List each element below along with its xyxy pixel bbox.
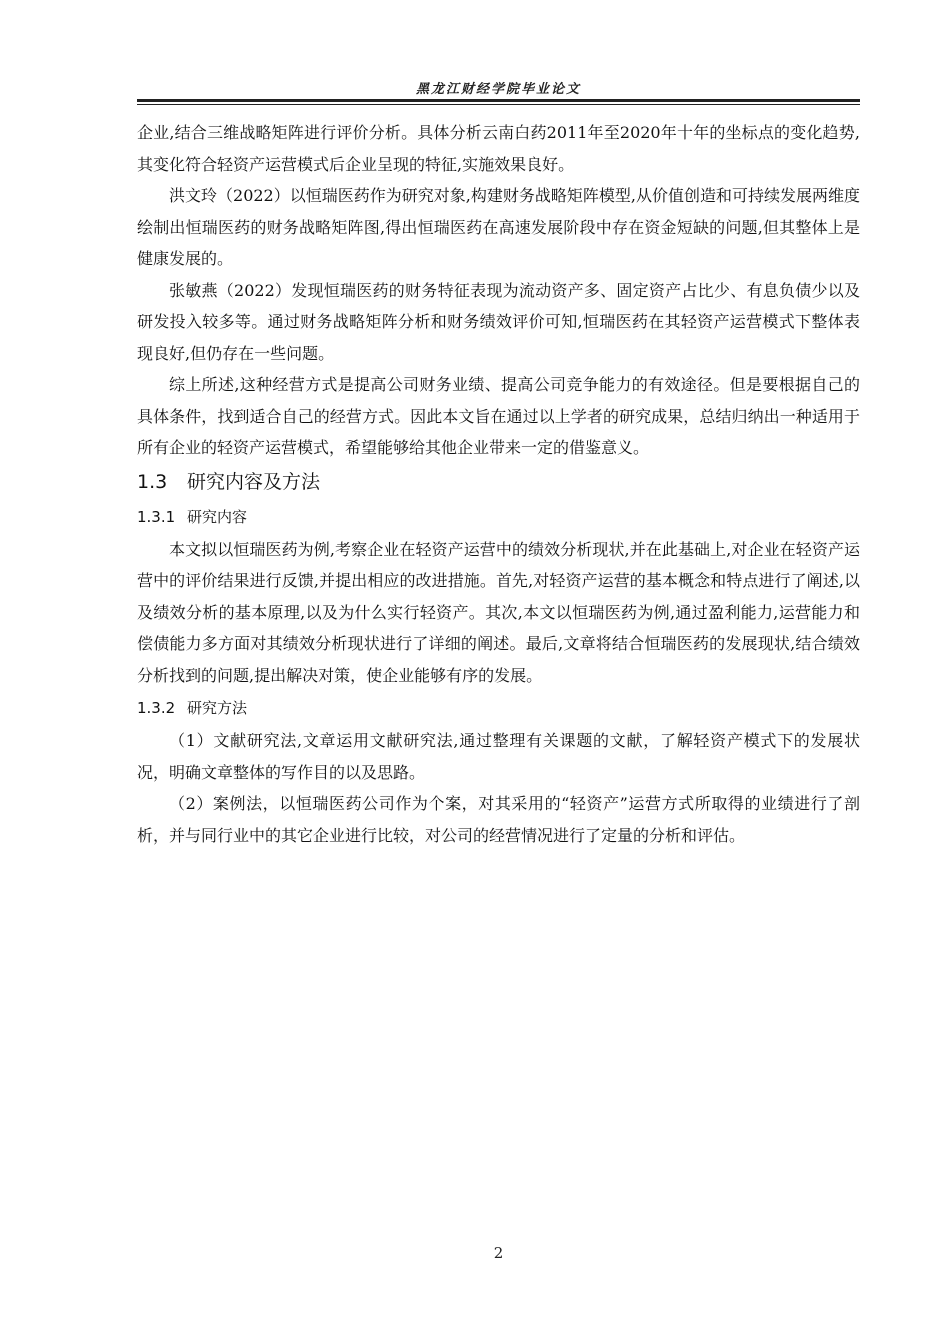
paragraph-summary: 综上所述,这种经营方式是提高公司财务业绩、提高公司竞争能力的有效途径。但是要根据自己的具体条件，找到适合自己的经营方式。因此本文旨在通过以上学者的研究成果，总结归纳出一种适用于所有企业的轻资产运营模式，希望能够给其他企业带来一定的借鉴意义。 — [137, 375, 860, 457]
header-rule-thick — [137, 99, 860, 102]
page-number: 2 — [493, 1244, 504, 1262]
paragraph-method-case: （2）案例法，以恒瑞医药公司作为个案，对其采用的“轻资产”运营方式所取得的业绩进行了剖析，并与同行业中的其它企业进行比较，对公司的经营情况进行了定量的分析和评估。 — [137, 794, 860, 845]
subsection-heading-1-3-2 — [137, 691, 860, 725]
section-number: 1.3 — [137, 470, 168, 493]
paragraph-zhang: 张敏燕（2022）发现恒瑞医药的财务特征表现为流动资产多、固定资产占比少、有息负债少以及研发投入较多等。通过财务战略矩阵分析和财务绩效评价可知,恒瑞医药在其轻资产运营模式下整体表现良好,但仍存在一些问题。 — [137, 280, 860, 363]
section-heading-1-3 — [137, 464, 860, 500]
subsection-heading-1-3-1 — [137, 500, 860, 534]
paragraph-method-literature: （1）文献研究法,文章运用文献研究法,通过整理有关课题的文献，了解轻资产模式下的发展状况，明确文章整体的写作目的以及思路。 — [137, 731, 860, 782]
section-title: 研究内容及方法 — [187, 470, 321, 493]
subsection-number: 1.3.1 — [137, 507, 176, 526]
running-header: 黑龙江财经学院毕业论文 — [415, 82, 581, 97]
subsection-title: 研究方法 — [187, 699, 248, 717]
header-rule-thin — [137, 104, 860, 105]
paragraph-continuation: 企业,结合三维战略矩阵进行评价分析。具体分析云南白药2011年至2020年十年的坐标点的变化趋势,其变化符合轻资产运营模式后企业呈现的特征,实施效果良好。 — [137, 123, 860, 174]
paragraph-research-content: 本文拟以恒瑞医药为例,考察企业在轻资产运营中的绩效分析现状,并在此基础上,对企业在轻资产运营中的评价结果进行反馈,并提出相应的改进措施。首先,对轻资产运营的基本概念和特点进行了阐述,以及绩效分析的基本原理,以及为什么实行轻资产。其次,本文以恒瑞医药为例,通过盈利能力,运营能力和偿债能力多方面对其绩效分析现状进行了详细的阐述。最后,文章将结合恒瑞医药的发展现状,结合绩效分析找到的问题,提出解决对策，使企业能够有序的发展。 — [137, 539, 860, 685]
subsection-number: 1.3.2 — [137, 699, 176, 717]
subsection-title: 研究内容 — [187, 507, 248, 526]
page-body — [137, 117, 860, 851]
paragraph-hong: 洪文玲（2022）以恒瑞医药作为研究对象,构建财务战略矩阵模型,从价值创造和可持续发展两维度绘制出恒瑞医药的财务战略矩阵图,得出恒瑞医药在高速发展阶段中存在资金短缺的问题,但其整体上是健康发展的。 — [137, 186, 860, 268]
